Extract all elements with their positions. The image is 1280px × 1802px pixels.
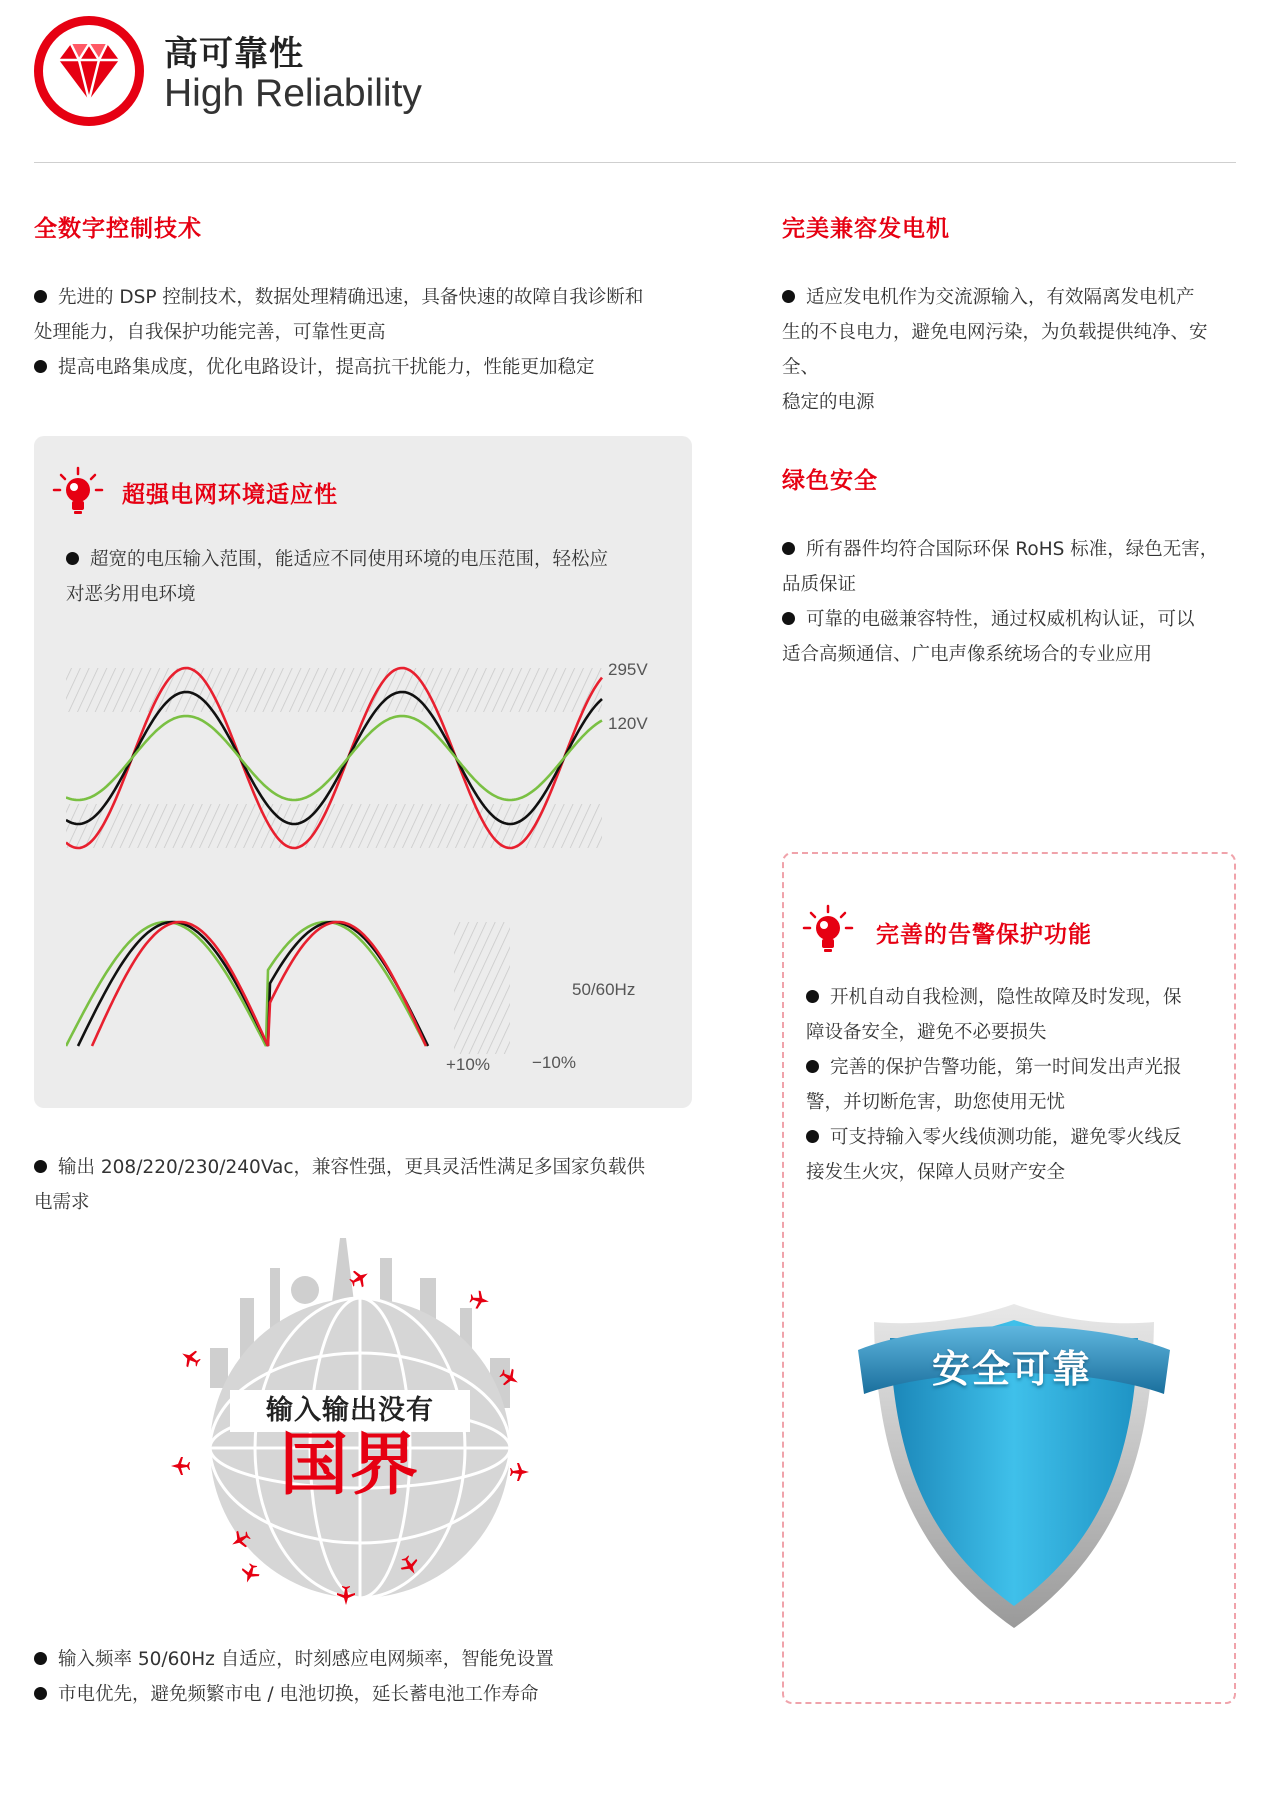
- output-line-2: 电需求: [34, 1192, 90, 1213]
- bullet-dot: [782, 290, 795, 303]
- bullet-dot: [34, 360, 47, 373]
- bullet-dot: [782, 612, 795, 625]
- bullet-dot: [34, 290, 47, 303]
- digital-control-bullet-2: 提高电路集成度，优化电路设计，提高抗干扰能力，性能更加稳定: [58, 357, 595, 378]
- bullet-dot: [782, 542, 795, 555]
- grid-adapt-line-1: 超宽的电压输入范围，能适应不同使用环境的电压范围，轻松应: [90, 549, 609, 570]
- alarm-bullet-3: 可支持输入零火线侦测功能，避免零火线反: [830, 1127, 1182, 1148]
- green-text: [782, 532, 1242, 672]
- label-minus-10: −10%: [532, 1053, 576, 1072]
- lightbulb-icon: [802, 904, 854, 956]
- bullet-dot: [806, 1130, 819, 1143]
- output-text: [34, 1150, 714, 1220]
- bullet-dot: [806, 990, 819, 1003]
- lightbulb-icon: [52, 466, 104, 518]
- green-bullet-1-cont: 品质保证: [782, 574, 857, 595]
- generator-text: [782, 280, 1242, 420]
- digital-control-bullet-1-cont: 处理能力，自我保护功能完善，可靠性更高: [34, 322, 386, 343]
- label-120v: 120V: [608, 714, 648, 733]
- bullet-dot: [66, 552, 79, 565]
- alarm-bullet-3-cont: 接发生火灾，保障人员财产安全: [806, 1162, 1066, 1183]
- grid-adapt-line-2: 对恶劣用电环境: [66, 584, 196, 605]
- bullet-dot: [34, 1652, 47, 1665]
- generator-line-2: 生的不良电力，避免电网污染，为负载提供纯净、安全、: [782, 322, 1208, 378]
- frequency-wave-diagram: [66, 914, 566, 1064]
- section-title-digital-control: 全数字控制技术: [34, 216, 202, 242]
- brand-logo: [34, 16, 144, 126]
- digital-control-bullet-1: 先进的 DSP 控制技术，数据处理精确迅速，具备快速的故障自我诊断和: [58, 287, 644, 308]
- generator-line-3: 稳定的电源: [782, 392, 875, 413]
- page-title-en: High Reliability: [164, 72, 422, 115]
- bullet-dot: [34, 1687, 47, 1700]
- alarm-bullet-2: 完善的保护告警功能，第一时间发出声光报: [830, 1057, 1182, 1078]
- alarm-bullet-1-cont: 障设备安全，避免不必要损失: [806, 1022, 1047, 1043]
- section-title-generator: 完美兼容发电机: [782, 216, 950, 242]
- grid-adapt-text: [66, 542, 686, 612]
- output-line-1: 输出 208/220/230/240Vac，兼容性强，更具灵活性满足多国家负载供: [58, 1157, 646, 1178]
- page-title-cn: 高可靠性: [164, 34, 304, 74]
- frequency-text: [34, 1642, 734, 1712]
- section-title-green: 绿色安全: [782, 468, 878, 494]
- frequency-bullet-1: 输入频率 50/60Hz 自适应，时刻感应电网频率，智能免设置: [58, 1649, 554, 1670]
- hatch-band-freq: [454, 922, 510, 1054]
- shield-label: 安全可靠: [931, 1347, 1092, 1391]
- label-295v: 295V: [608, 660, 648, 679]
- green-bullet-2-cont: 适合高频通信、广电声像系统场合的专业应用: [782, 644, 1153, 665]
- green-bullet-1: 所有器件均符合国际环保 RoHS 标准，绿色无害，: [806, 539, 1219, 560]
- label-plus-10: +10%: [446, 1055, 490, 1074]
- hatch-band-top: [66, 668, 602, 712]
- digital-control-text: [34, 280, 714, 385]
- section-title-grid-adapt: 超强电网环境适应性: [122, 482, 338, 508]
- label-50-60hz: 50/60Hz: [572, 980, 636, 999]
- alarm-bullet-1: 开机自动自我检测，隐性故障及时发现，保: [830, 987, 1182, 1008]
- diamond-icon: [59, 42, 119, 100]
- alarm-bullet-2-cont: 警，并切断危害，助您使用无忧: [806, 1092, 1066, 1113]
- section-title-alarm: 完善的告警保护功能: [876, 922, 1092, 948]
- alarm-text: [806, 980, 1236, 1190]
- generator-line-1: 适应发电机作为交流源输入，有效隔离发电机产: [806, 287, 1195, 308]
- bullet-dot: [34, 1160, 47, 1173]
- globe-caption-1: 输入输出没有: [230, 1390, 470, 1432]
- frequency-bullet-2: 市电优先，避免频繁市电 / 电池切换，延长蓄电池工作寿命: [58, 1684, 539, 1705]
- freq-wave-red: [92, 922, 426, 1046]
- globe-caption-2: 国界: [279, 1426, 420, 1505]
- header-divider: [34, 162, 1236, 163]
- bullet-dot: [806, 1060, 819, 1073]
- green-bullet-2: 可靠的电磁兼容特性，通过权威机构认证，可以: [806, 609, 1195, 630]
- voltage-wave-diagram: [66, 660, 626, 860]
